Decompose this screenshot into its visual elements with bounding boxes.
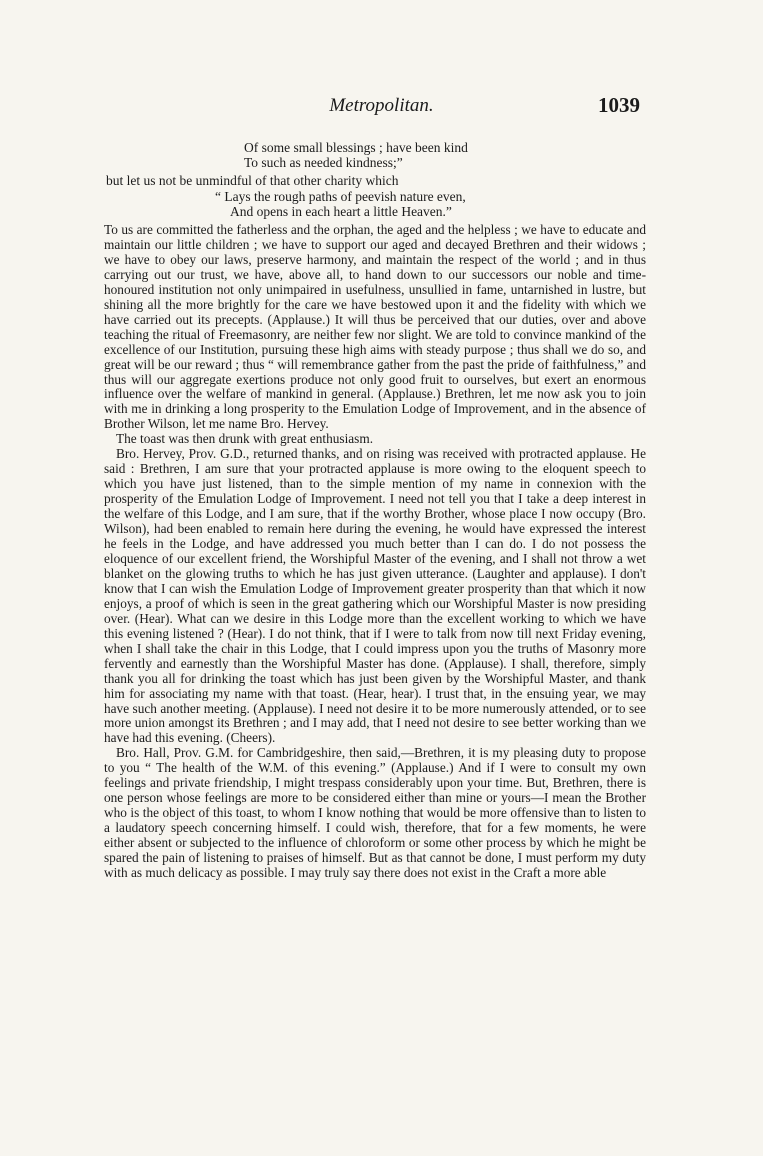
body-text <box>104 223 646 881</box>
verse-line: And opens in each heart a little Heaven.” <box>230 204 452 219</box>
verse-line: Of some small blessings ; have been kind <box>244 140 468 155</box>
verse-line: but let us not be unmindful of that other charity which <box>106 173 399 188</box>
paragraph: The toast was then drunk with great enthusiasm. <box>116 431 374 447</box>
running-title: Metropolitan. <box>329 95 434 116</box>
verse-line: To such as needed kindness;” <box>244 155 403 170</box>
page-number: 1039 <box>598 93 640 117</box>
paragraph: Bro. Hervey, Prov. G.D., returned thanks, and on rising was received with protracted applause. He said : Brethren, I am sure that your protracted applause is more owing to the eloquent speech to which you have just listened, than to the simple mention of my name in connexion with the prosperity of the Emulation Lodge of Improvement. I need not tell you that I take a deep interest in the welfare of this Lodge, and I am sure, that if the worthy Brother, whose place I now occupy (Bro. Wilson), had been enabled to remain here during the evening, he would have expressed the interest he feels in the Lodge, and have addressed you much better than I can do. I do not possess the eloquence of our excellent friend, the Worshipful Master of the evening, and I shall not throw a wet blanket on the glowing truths to which he has just given utterance. (Laughter and applause). I don't know that I can wish the Emulation Lodge of Improvement greater prosperity than that which it now enjoys, a proof of which is seen in the great gathering which our Worshipful Master is now presiding over. (Hear). What can we desire in this Lodge more than the excellent working to which we have this evening listened ? (Hear). I do not think, that if I were to talk from now till next Friday evening, when I shall take the chair in this Lodge, that I could impress upon you the truths of Masonry more fervently and earnestly than the Worshipful Master has done. (Applause). I shall, therefore, simply thank you all for drinking the toast which has just been given by the Worshipful Master, and thank him for associating my name with that toast. (Hear, hear). I trust that, in the ensuing year, we may have such another meeting. (Applause). I need not desire it to be more numerously attended, or to see more union amongst its Brethren ; and I may add, that I need not desire to see better working than we have had this evening. (Cheers). <box>104 446 646 746</box>
paragraph: Bro. Hall, Prov. G.M. for Cambridgeshire, then said,—Brethren, it is my pleasing duty to propose to you “ The health of the W.M. of this evening.” (Applause.) And if I were to consult my own feelings and private friendship, I might trespass considerably upon your time. But, Brethren, there is one person whose feelings are more to be considered either than mine or yours—I mean the Brother who is the object of this toast, to whom I know nothing that would be more offensive than to listen to a laudatory speech concerning himself. I could wish, therefore, that for a few moments, he were either absent or subjected to the influence of chloroform or some other process by which he might be spared the pain of listening to praises of himself. But as that cannot be done, I must perform my duty with as much delicacy as possible. I may truly say there does not exist in the Craft a more able <box>104 745 646 880</box>
paragraph: To us are committed the fatherless and the orphan, the aged and the helpless ; we have to educate and maintain our little children ; we have to support our aged and decayed Brethren and their widows ; we have to obey our laws, preserve harmony, and maintain the respect of the world ; and in thus carrying out our trust, we have, above all, to hand down to our successors our noble and time-honoured institution not only unimpaired in usefulness, unsullied in fame, untarnished in lustre, but shining all the more brightly for the care we have bestowed upon it and the fidelity with which we have carried out its precepts. (Applause.) It will thus be perceived that our duties, over and above teaching the ritual of Freemasonry, are neither few nor slight. We are told to convince mankind of the excellence of our Institution, pursuing these high aims with steady purpose ; thus shall we do so, and great will be our reward ; thus “ will remembrance gather from the past the pride of faithfulness,” and thus will our aggregate exertions produce not only good fruit to ourselves, but exert an enormous influence over the welfare of mankind in general. (Applause.) Brethren, let me now ask you to join with me in drinking a long prosperity to the Emulation Lodge of Improvement, and in the absence of Brother Wilson, let me name Bro. Hervey. <box>104 222 646 432</box>
verse-line: “ Lays the rough paths of peevish nature even, <box>215 189 466 204</box>
